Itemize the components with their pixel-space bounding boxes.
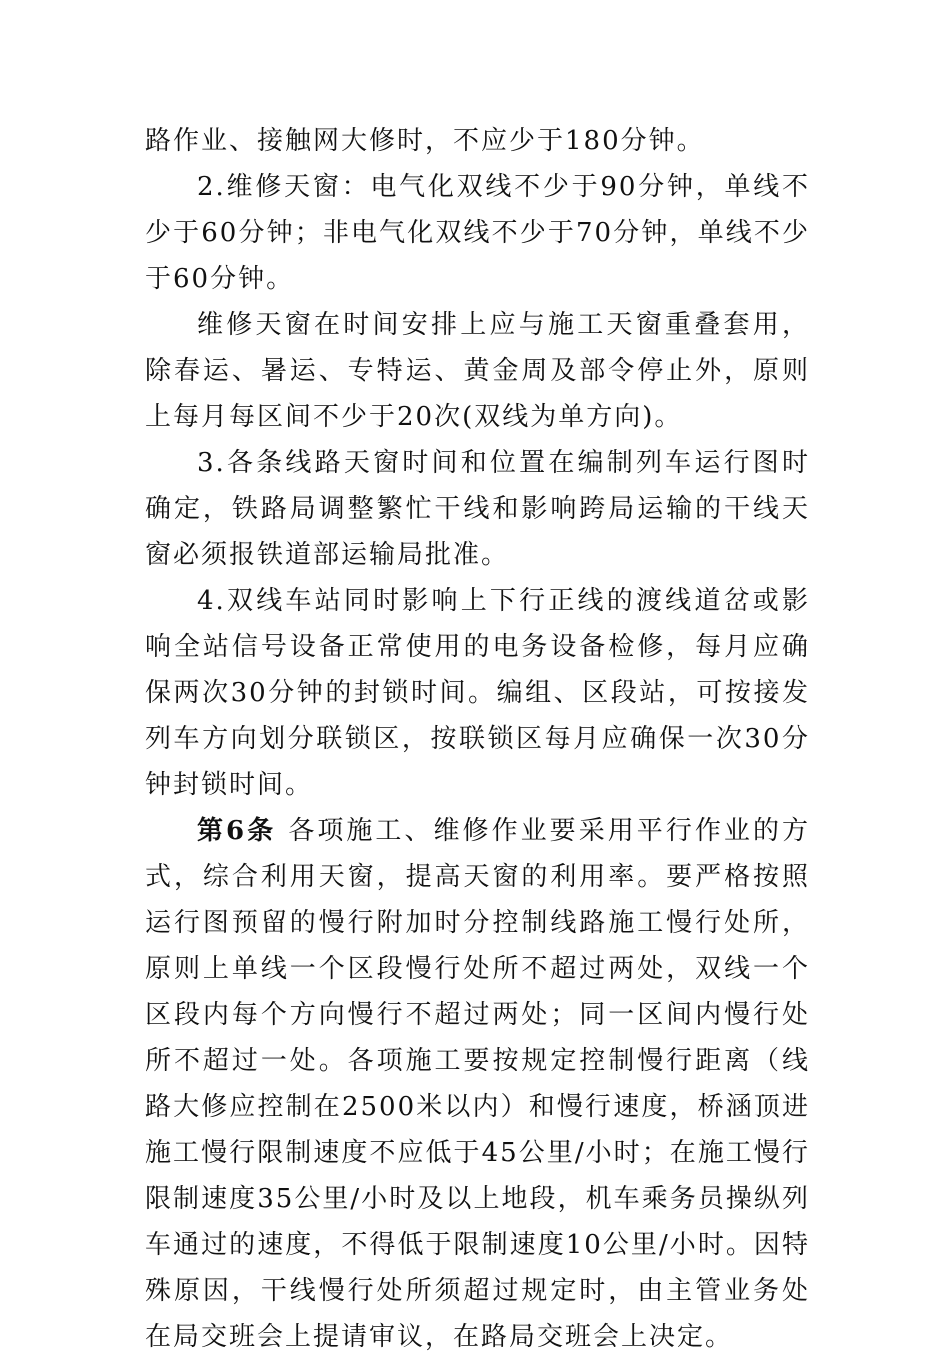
article-label: 第6条	[197, 816, 289, 846]
paragraph-text: 3.各条线路天窗时间和位置在编制列车运行图时确定，铁路局调整繁忙干线和影响跨局运输的干线天窗必须报铁道部运输局批准。	[145, 448, 810, 570]
paragraph-text: 2.维修天窗：电气化双线不少于90分钟，单线不少于60分钟；非电气化双线不少于70分钟，单线不少于60分钟。	[145, 172, 810, 294]
document-body	[145, 118, 810, 1360]
paragraph-item-3	[145, 440, 810, 578]
paragraph-text: 各项施工、维修作业要采用平行作业的方式，综合利用天窗，提高天窗的利用率。要严格按照运行图预留的慢行附加时分控制线路施工慢行处所，原则上单线一个区段慢行处所不超过两处，双线一个区段内每个方向慢行不超过两处；同一区间内慢行处所不超过一处。各项施工要按规定控制慢行距离（线路大修应控制在2500米以内）和慢行速度，桥涵顶进施工慢行限制速度不应低于45公里/小时；在施工慢行限制速度35公里/小时及以上地段，机车乘务员操纵列车通过的速度，不得低于限制速度10公里/小时。因特殊原因，干线慢行处所须超过规定时，由主管业务处在局交班会上提请审议，在路局交班会上决定。	[145, 816, 810, 1352]
paragraph-maintenance-window	[145, 302, 810, 440]
paragraph-item-4	[145, 578, 810, 808]
paragraph-text: 维修天窗在时间安排上应与施工天窗重叠套用，除春运、暑运、专特运、黄金周及部令停止外，原则上每月每区间不少于20次(双线为单方向)。	[145, 310, 810, 432]
paragraph-text: 路作业、接触网大修时，不应少于180分钟。	[145, 126, 705, 156]
paragraph-text: 4.双线车站同时影响上下行正线的渡线道岔或影响全站信号设备正常使用的电务设备检修，每月应确保两次30分钟的封锁时间。编组、区段站，可按接发列车方向划分联锁区，按联锁区每月应确保一次30分钟封锁时间。	[145, 586, 810, 800]
paragraph-continuation	[145, 118, 810, 164]
paragraph-article-6	[145, 808, 810, 1360]
paragraph-item-2	[145, 164, 810, 302]
